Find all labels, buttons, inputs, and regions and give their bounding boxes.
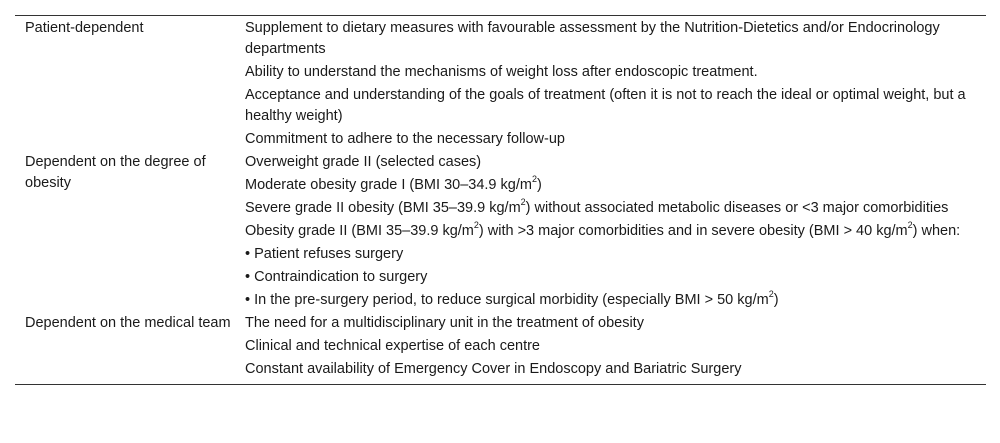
criteria-item: Obesity grade II (BMI 35–39.9 $kg/m^2$) with >3 major comorbidities and in severe obesity (BMI > 40 $kg/m^2$) when: xyxy=(245,220,961,239)
table-group-patient xyxy=(15,17,986,151)
criteria-item: Overweight grade II (selected cases) xyxy=(245,154,482,170)
criteria-item: • Contraindication to surgery xyxy=(245,269,428,285)
criteria-item: Acceptance and understanding of the goals of treatment (often it is not to reach the ideal or optimal weight, but a healthy weight) xyxy=(245,87,966,124)
indications-table xyxy=(15,15,986,385)
superscript: 2 xyxy=(531,174,537,185)
superscript: 2 xyxy=(473,220,479,231)
superscript: 2 xyxy=(520,197,526,208)
criteria-item: Commitment to adhere to the necessary follow-up xyxy=(245,131,565,147)
superscript: 2 xyxy=(768,289,774,300)
criteria-item: Supplement to dietary measures with favourable assessment by the Nutrition-Dietetics and/or Endocrinology departments xyxy=(245,20,940,57)
criteria-item: Clinical and technical expertise of each centre xyxy=(245,338,540,354)
criteria-list xyxy=(245,151,986,312)
criteria-list xyxy=(245,312,986,381)
table-group-obesity xyxy=(15,151,986,312)
criteria-item: • In the pre-surgery period, to reduce surgical morbidity (especially BMI > 50 $kg/m^2$) xyxy=(245,289,779,308)
category-label: Patient-dependent xyxy=(25,20,144,36)
criteria-item: Ability to understand the mechanisms of weight loss after endoscopic treatment. xyxy=(245,64,758,80)
criteria-item: • Patient refuses surgery xyxy=(245,246,404,262)
table-group-medical-team xyxy=(15,312,986,381)
criteria-list xyxy=(245,17,986,151)
criteria-item: Moderate obesity grade I (BMI 30–34.9 $kg/m^2$) xyxy=(245,174,542,193)
criteria-item: Constant availability of Emergency Cover in Endoscopy and Bariatric Surgery xyxy=(245,361,742,377)
superscript: 2 xyxy=(907,220,913,231)
criteria-item: Severe grade II obesity (BMI 35–39.9 $kg/m^2$) without associated metabolic diseases or <3 major comorbidities xyxy=(245,197,949,216)
category-label: Dependent on the medical team xyxy=(25,315,231,331)
category-label: Dependent on the degree of obesity xyxy=(25,154,206,191)
criteria-item: The need for a multidisciplinary unit in the treatment of obesity xyxy=(245,315,644,331)
